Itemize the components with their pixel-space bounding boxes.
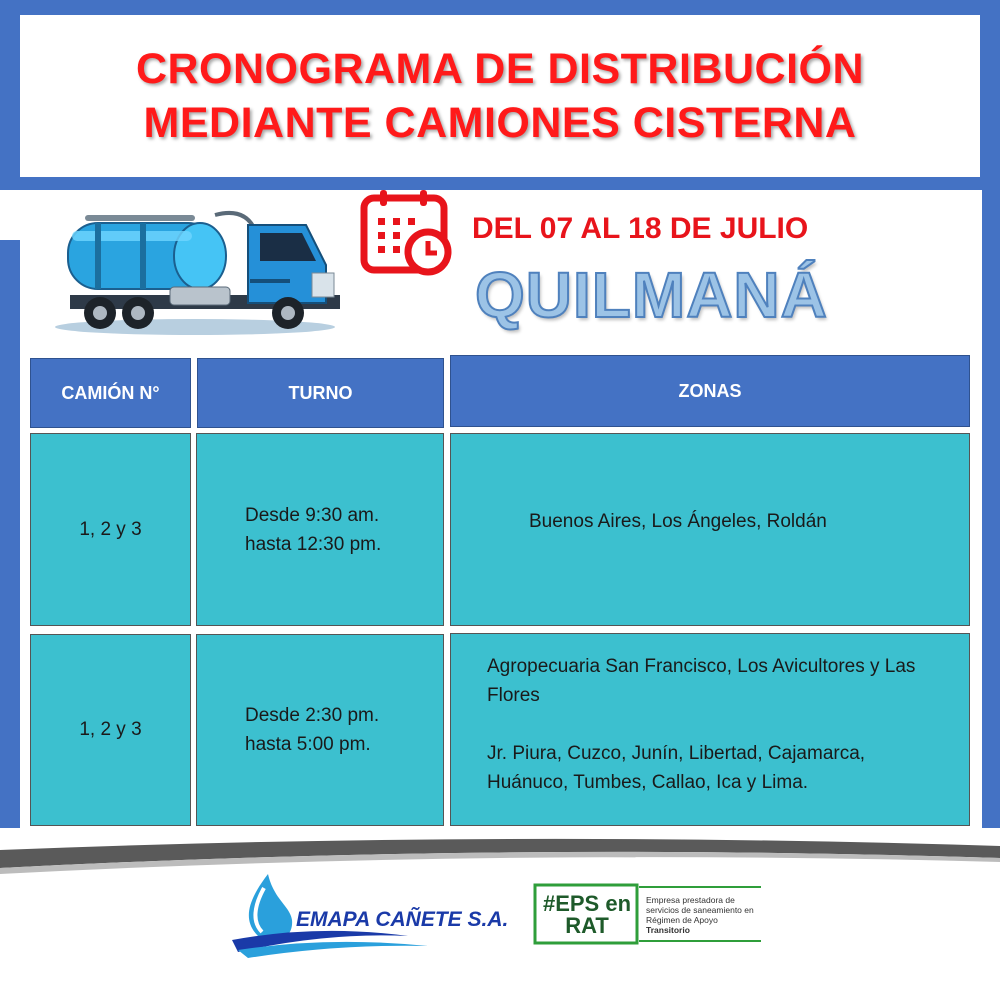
table-row-1-zonas (450, 433, 970, 626)
eps-tag-line-1: #EPS en (542, 891, 632, 916)
eps-description (646, 895, 766, 935)
zonas-paragraph-2: Jr. Piura, Cuzco, Junín, Libertad, Cajamarca, Huánuco, Tumbes, Callao, Ica y Lima. (487, 743, 866, 793)
city-title: QUILMANÁ (475, 259, 828, 331)
turno-end: hasta 5:00 pm. (245, 734, 371, 755)
zonas-paragraph-1: Agropecuaria San Francisco, Los Avicultores y Las Flores (487, 656, 916, 706)
column-header-zonas: ZONAS (450, 355, 970, 427)
left-blue-bar (0, 240, 20, 830)
table-row-1-camion: 1, 2 y 3 (30, 433, 191, 626)
eps-tag-line-2: RAT (565, 913, 609, 938)
calendar-clock-icon (360, 188, 454, 278)
table-row-2-turno (196, 634, 444, 826)
eps-tag (538, 893, 636, 937)
emapa-name: EMAPA CAÑETE S.A. (296, 908, 509, 931)
eps-description-bold: Transitorio (646, 925, 690, 935)
turno-start: Desde 2:30 pm. (245, 705, 380, 726)
column-header-camion: CAMIÓN N° (30, 358, 191, 428)
right-blue-bar (982, 185, 1000, 830)
title-line-1: CRONOGRAMA DE DISTRIBUCIÓN (135, 45, 865, 93)
zonas-text: Buenos Aires, Los Ángeles, Roldán (529, 510, 827, 532)
turno-end: hasta 12:30 pm. (245, 533, 382, 555)
title-line-2: MEDIANTE CAMIONES CISTERNA (143, 99, 857, 147)
column-header-turno: TURNO (197, 358, 444, 428)
turno-start: Desde 9:30 am. (245, 504, 380, 526)
eps-description-text: Empresa prestadora de servicios de saneamiento en Régimen de Apoyo (646, 895, 754, 925)
table-row-2-camion: 1, 2 y 3 (30, 634, 191, 826)
water-tanker-truck-icon (50, 195, 340, 345)
date-range-text: DEL 07 AL 18 DE JULIO (472, 212, 809, 245)
table-row-1-turno (196, 433, 444, 626)
title-banner (20, 15, 980, 177)
table-row-2-zonas (450, 633, 970, 826)
